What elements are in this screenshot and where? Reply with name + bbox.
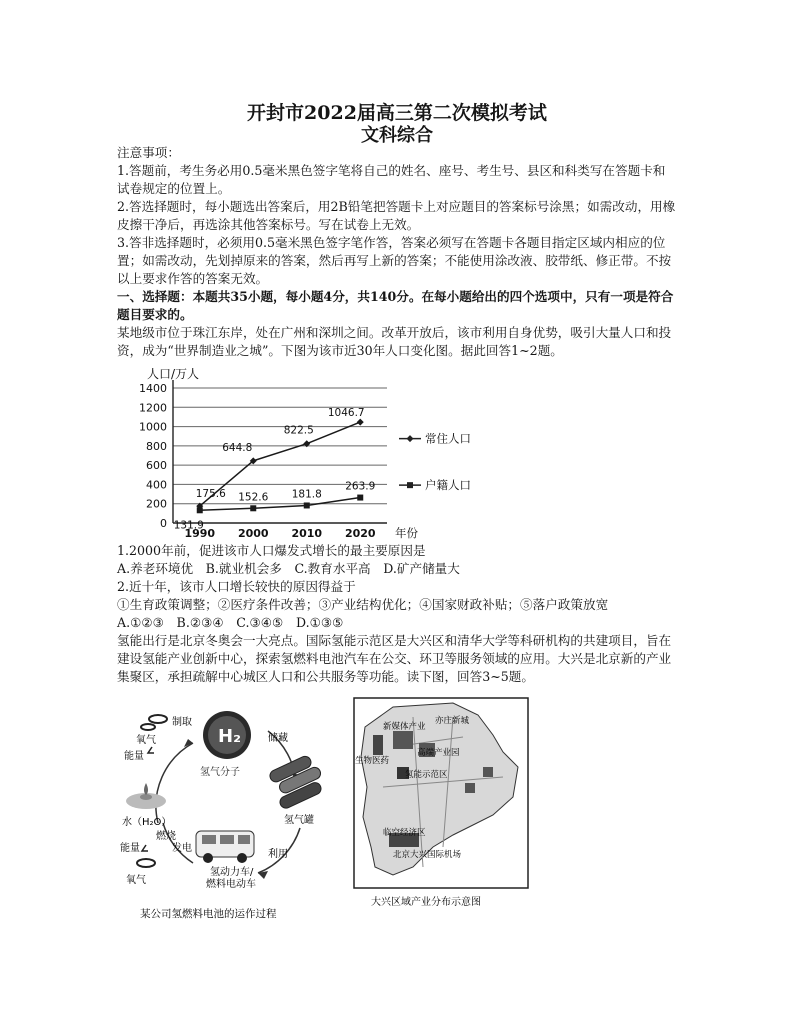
x-tick-label: 2020 bbox=[344, 527, 376, 540]
label-yizhuang: 亦庄新城 bbox=[435, 716, 470, 726]
label-h2-molecule: 氢气分子 bbox=[200, 767, 240, 778]
label-airport-econ: 临空经济区 bbox=[383, 828, 426, 838]
q1-stem: 1.2000年前，促进该市人口爆发式增长的最主要原因是 bbox=[117, 543, 426, 558]
fuel-cell-cycle-figure bbox=[118, 703, 333, 928]
fig-right-caption: 大兴区域产业分布示意图 bbox=[371, 897, 481, 908]
lightning-icon bbox=[142, 845, 148, 851]
label-bio: 生物医药 bbox=[355, 756, 390, 766]
daxing-industry-map bbox=[353, 697, 529, 919]
paper-subtitle: 文科综合 bbox=[361, 125, 433, 146]
label-energy-bottom: 能量 bbox=[120, 843, 140, 854]
label-xinmei: 新媒体产业 bbox=[383, 722, 426, 732]
label-produce: 制取 bbox=[172, 717, 192, 728]
y-tick-label: 400 bbox=[146, 478, 167, 492]
data-point-registered bbox=[250, 505, 256, 511]
y-tick-label: 1200 bbox=[139, 401, 167, 415]
x-axis-label: 年份 bbox=[395, 526, 418, 540]
section-heading: 一、选择题：本题共35小题，每小题4分，共140分。在每小题给出的四个选项中，只有一项是符合题目要求的。 bbox=[117, 289, 674, 322]
y-tick-label: 1000 bbox=[139, 420, 167, 434]
zone-east-2 bbox=[465, 783, 475, 793]
y-tick-label: 0 bbox=[160, 517, 167, 530]
hydrogen-tank-icon bbox=[266, 753, 328, 810]
label-store: 储藏 bbox=[268, 733, 288, 744]
x-tick-label: 1990 bbox=[184, 527, 216, 540]
cycle-arc-left-top bbox=[156, 743, 193, 823]
data-label-resident: 1046.7 bbox=[327, 407, 365, 420]
y-tick-label: 800 bbox=[146, 439, 167, 453]
data-label-registered: 152.6 bbox=[238, 491, 269, 504]
data-point-resident bbox=[357, 419, 364, 426]
y-axis-label: 人口/万人 bbox=[147, 367, 200, 381]
y-tick-label: 600 bbox=[146, 459, 167, 473]
label-burn: 燃烧 bbox=[156, 831, 176, 842]
x-tick-label: 2010 bbox=[291, 527, 323, 540]
lightning-icon bbox=[148, 747, 154, 753]
data-label-resident: 175.6 bbox=[195, 488, 226, 501]
passage-1: 某地级市位于珠江东岸，处在广州和深圳之间。改革开放后，该市利用自身优势，吸引大量人口和投资，成为“世界制造业之城”。下图为该市近30年人口变化图。据此回答1~2题。 bbox=[117, 325, 672, 358]
legend-label-resident: 常住人口 bbox=[425, 431, 471, 446]
label-h2-demo: 氢能示范区 bbox=[405, 770, 448, 780]
oxygen-swirl-icon bbox=[137, 859, 155, 867]
zone-bio bbox=[373, 735, 383, 755]
q2-options: A.①②③ B.②③④ C.③④⑤ D.①③⑤ bbox=[117, 615, 344, 630]
oxygen-swirl-icon bbox=[149, 715, 167, 723]
chart-axes bbox=[139, 367, 418, 540]
label-vehicle-line1: 氢动力车/ bbox=[210, 867, 254, 878]
data-label-registered: 263.9 bbox=[345, 480, 376, 493]
x-tick-label: 2000 bbox=[237, 527, 269, 540]
h2-symbol: H₂ bbox=[218, 726, 241, 747]
label-energy-top: 能量 bbox=[124, 751, 144, 762]
y-tick-label: 1400 bbox=[139, 382, 167, 395]
data-label-registered: 181.8 bbox=[291, 488, 322, 501]
label-generate: 发电 bbox=[172, 843, 192, 854]
passage-2: 氢能出行是北京冬奥会一大亮点。国际氢能示范区是大兴区和清华大学等科研机构的共建项目，旨在建设氢能产业创新中心，探索氢燃料电池汽车在公交、环卫等服务领域的应用。大兴是北京新的产业集聚区，承担疏解中心城区人口和公共服务等功能。读下图，回答3~5题。 bbox=[117, 633, 672, 684]
hydrogen-vehicle-icon bbox=[196, 831, 254, 863]
fig-left-caption: 某公司氢燃料电池的运作过程 bbox=[140, 908, 277, 920]
notice-item-3: 3.答非选择题时，必须用0.5毫米黑色签字笔作答，答案必须写在答题卡各题目指定区域内相应的位置；如需改动，先划掉原来的答案，然后再写上新的答案；不能使用涂改液、胶带纸、修正带。不按以上要求作答的答案无效。 bbox=[117, 235, 672, 286]
q2-items: ①生育政策调整；②医疗条件改善；③产业结构优化；④国家财政补贴；⑤落户政策放宽 bbox=[117, 597, 609, 612]
data-point-registered bbox=[357, 495, 363, 501]
label-vehicle-line2: 燃料电动车 bbox=[206, 879, 256, 890]
label-tank: 氢气罐 bbox=[284, 815, 314, 826]
label-hightech: 高端产业园 bbox=[417, 748, 460, 758]
paper-title: 开封市2022届高三第二次模拟考试 bbox=[247, 102, 547, 124]
zone-east bbox=[483, 767, 493, 777]
label-oxygen-top: 氧气 bbox=[136, 735, 156, 746]
label-oxygen-bottom: 氧气 bbox=[126, 875, 146, 886]
label-water: 水（H₂O） bbox=[122, 817, 172, 828]
y-tick-label: 200 bbox=[146, 497, 167, 511]
chart-legend bbox=[399, 432, 471, 493]
chart-labels bbox=[174, 407, 376, 531]
zone-media bbox=[393, 731, 413, 749]
notice-heading: 注意事项： bbox=[117, 145, 180, 160]
label-airport: 北京大兴国际机场 bbox=[393, 850, 462, 860]
data-label-resident: 822.5 bbox=[283, 424, 314, 437]
data-point-registered bbox=[197, 507, 203, 513]
label-use: 利用 bbox=[268, 849, 288, 860]
population-chart bbox=[117, 360, 537, 546]
legend-marker-registered bbox=[407, 482, 413, 488]
q2-stem: 2.近十年，该市人口增长较快的原因得益于 bbox=[117, 579, 356, 594]
notice-item-2: 2.答选择题时，每小题选出答案后，用2B铅笔把答题卡上对应题目的答案标号涂黑；如需改动，用橡皮擦干净后，再选涂其他答案标号。写在试卷上无效。 bbox=[117, 199, 676, 232]
legend-marker-resident bbox=[407, 435, 414, 442]
legend-label-registered: 户籍人口 bbox=[425, 478, 471, 493]
data-label-registered: 131.9 bbox=[173, 519, 204, 532]
q1-options: A.养老环境优 B.就业机会多 C.教育水平高 D.矿产储量大 bbox=[117, 561, 460, 576]
data-point-registered bbox=[304, 502, 310, 508]
notice-item-1: 1.答题前，考生务必用0.5毫米黑色签字笔将自己的姓名、座号、考生号、县区和科类写在答题卡和试卷规定的位置上。 bbox=[117, 163, 666, 196]
data-label-resident: 644.8 bbox=[222, 441, 253, 454]
